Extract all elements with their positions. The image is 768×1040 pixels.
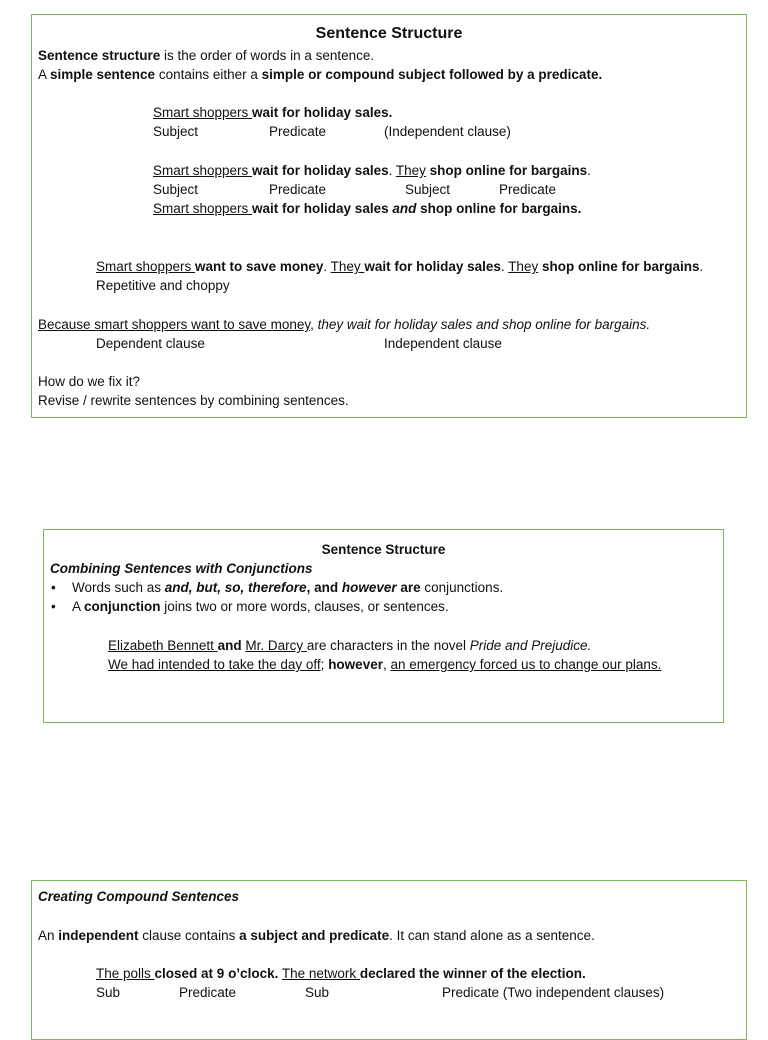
subject-text: Smart shoppers — [153, 201, 253, 216]
bullet-text: joins two or more words, clauses, or sentences. — [160, 599, 449, 614]
definition-simple-sentence — [38, 65, 602, 84]
definition-sentence-structure — [38, 46, 374, 65]
bullet-text: conjunctions. — [420, 580, 504, 595]
definition-text: A — [38, 67, 51, 82]
dependent-clause-text: Because smart shoppers want to save money — [38, 317, 311, 332]
label-predicate: Predicate — [499, 182, 557, 197]
example-sentence-3 — [153, 199, 581, 218]
label-subject: Subject — [405, 182, 451, 197]
bullet-text: Words such as — [72, 580, 165, 595]
label-predicate: Predicate — [269, 124, 327, 139]
term-sentence-structure: Sentence structure — [38, 48, 161, 63]
punctuation: . — [587, 163, 591, 178]
subject-text: The network — [281, 966, 360, 981]
definition-text: An — [38, 928, 59, 943]
term-independent: independent — [58, 928, 139, 943]
note-repetitive: Repetitive and choppy — [96, 278, 230, 293]
label-sub: Sub — [96, 985, 121, 1000]
predicate-text: wait for holiday sales — [364, 259, 501, 274]
bullet-text: A — [72, 599, 85, 614]
subject-text: Elizabeth Bennett — [108, 638, 218, 653]
predicate-text: shop online for bargains — [425, 163, 588, 178]
label-predicate: Predicate — [269, 182, 327, 197]
predicate-text: closed at 9 o’clock. — [154, 966, 279, 981]
punctuation: . — [500, 259, 509, 274]
bullet-marker: • — [51, 580, 56, 595]
section-box-conjunctions — [43, 529, 724, 723]
label-independent-clause: (Independent clause) — [384, 124, 511, 139]
punctuation: . — [699, 259, 704, 274]
conjunction-list: and, but, so, therefore — [164, 580, 307, 595]
example-sentence-1 — [153, 103, 392, 122]
section-title: Sentence Structure — [315, 25, 463, 42]
section-subtitle: Creating Compound Sentences — [38, 889, 240, 904]
conjunction-list: however — [341, 580, 397, 595]
definition-text: contains either a — [155, 67, 262, 82]
bullet-item-conjunction-definition — [72, 597, 449, 616]
example-sentence-5 — [38, 315, 650, 334]
bullet-text: , and — [306, 580, 342, 595]
fix-answer: Revise / rewrite sentences by combining sentences. — [38, 393, 349, 408]
label-independent-clause: Independent clause — [384, 336, 502, 351]
example-sentence-2 — [153, 161, 591, 180]
clause-text: an emergency forced us to change our plans. — [390, 657, 662, 672]
bullet-marker: • — [51, 599, 56, 614]
subject-text: They — [395, 163, 426, 178]
bullet-text: are — [396, 580, 421, 595]
conjunction-text: however — [328, 657, 383, 672]
term-conjunction: conjunction — [84, 599, 161, 614]
example-sentence-4 — [96, 257, 703, 276]
predicate-text: shop online for bargains — [538, 259, 700, 274]
punctuation: , — [310, 317, 318, 332]
example-sentence-polls — [96, 964, 586, 983]
definition-emphasis: simple or compound subject followed by a predicate. — [261, 67, 603, 82]
section-subtitle: Combining Sentences with Conjunctions — [50, 561, 313, 576]
bullet-item-conjunction-words — [72, 578, 503, 597]
predicate-text: wait for holiday sales — [252, 163, 389, 178]
subject-text: Mr. Darcy — [245, 638, 307, 653]
definition-emphasis: a subject and predicate — [239, 928, 390, 943]
definition-text: clause contains — [138, 928, 240, 943]
conjunction-text: and — [217, 638, 242, 653]
label-dependent-clause: Dependent clause — [96, 336, 205, 351]
label-predicate-two-clauses: Predicate (Two independent clauses) — [442, 985, 665, 1000]
section-title: Sentence Structure — [321, 542, 446, 557]
label-subject: Subject — [153, 182, 199, 197]
example-sentence-bennett — [108, 636, 591, 655]
definition-text: . It can stand alone as a sentence. — [389, 928, 595, 943]
conjunction-text: and — [392, 201, 417, 216]
label-sub: Sub — [305, 985, 330, 1000]
subject-text: They — [508, 259, 539, 274]
subject-text: They — [330, 259, 365, 274]
clause-text: We had intended to take the day off — [108, 657, 321, 672]
label-subject: Subject — [153, 124, 199, 139]
punctuation: ; — [320, 657, 329, 672]
predicate-text: want to save money — [195, 259, 324, 274]
example-sentence-however — [108, 655, 661, 674]
punctuation: , — [382, 657, 391, 672]
label-predicate: Predicate — [179, 985, 237, 1000]
predicate-text: wait for holiday sales — [252, 201, 393, 216]
subject-text: The polls — [96, 966, 155, 981]
fix-question: How do we fix it? — [38, 374, 141, 389]
section-box-compound-sentences — [31, 880, 747, 1040]
subject-text: Smart shoppers — [153, 163, 253, 178]
subject-text: Smart shoppers — [153, 105, 253, 120]
punctuation: . — [388, 163, 396, 178]
predicate-text: wait for holiday sales. — [252, 105, 393, 120]
definition-independent-clause — [38, 926, 595, 945]
definition-text: is the order of words in a sentence. — [160, 48, 375, 63]
predicate-text: declared the winner of the election. — [359, 966, 586, 981]
subject-text: Smart shoppers — [96, 259, 196, 274]
predicate-text: shop online for bargains. — [416, 201, 582, 216]
punctuation: . — [323, 259, 331, 274]
independent-clause-text: they wait for holiday sales and shop online for bargains. — [317, 317, 651, 332]
novel-title: Pride and Prejudice. — [469, 638, 592, 653]
section-box-sentence-structure — [31, 14, 747, 418]
term-simple-sentence: simple sentence — [50, 67, 156, 82]
predicate-text: are characters in the novel — [306, 638, 470, 653]
